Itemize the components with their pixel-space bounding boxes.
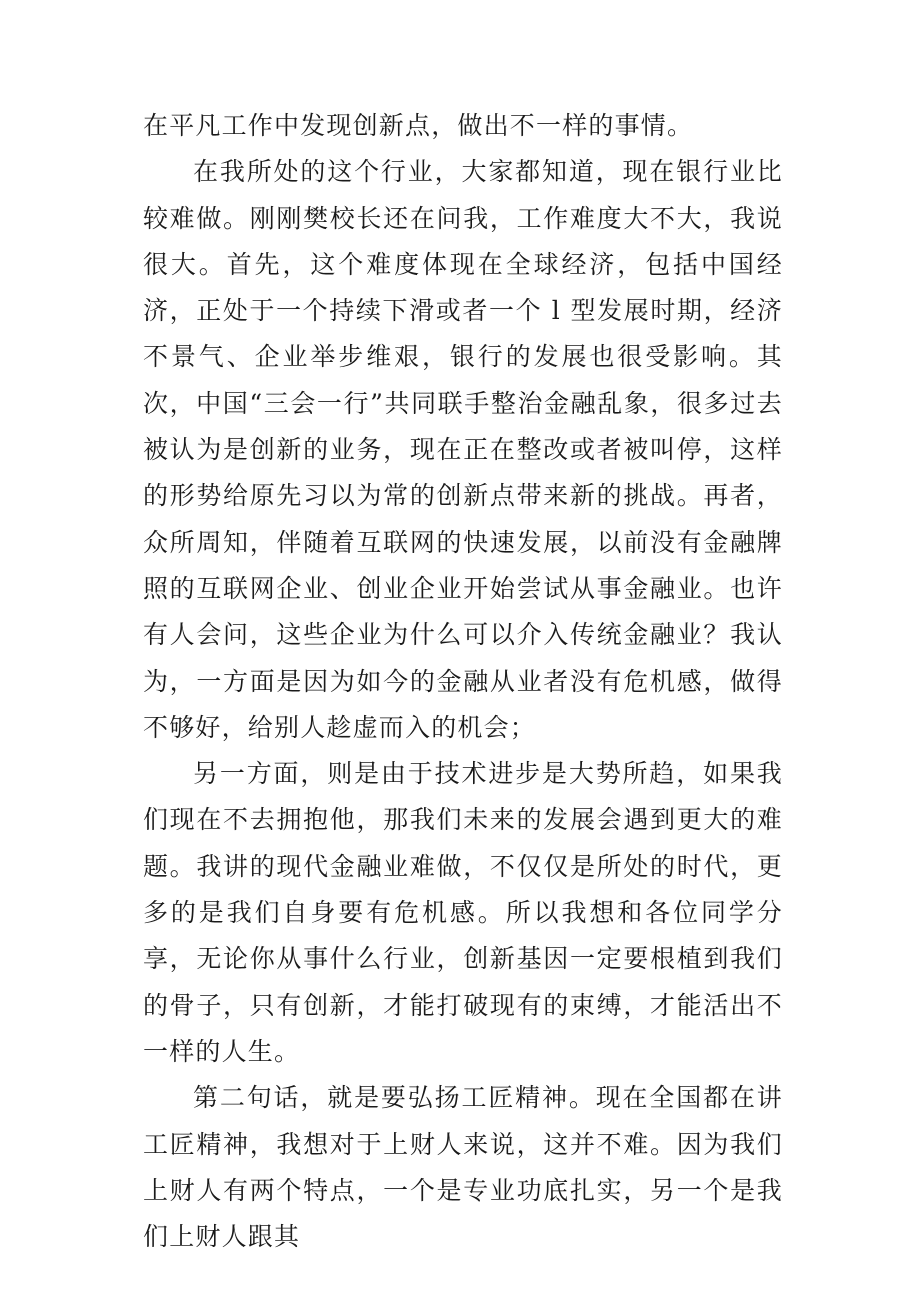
paragraph-3: 另一方面，则是由于技术进步是大势所趋，如果我们现在不去拥抱他，那我们未来的发展会遇到更大的难题。我讲的现代金融业难做，不仅仅是所处的时代，更多的是我们自身要有危机感。所以我想和各位同学分享，无论你从事什么行业，创新基因一定要根植到我们的骨子，只有创新，才能打破现有的束缚，才能活出不一样的人生。 xyxy=(143,759,783,1066)
paragraph-2: 在我所处的这个行业，大家都知道，现在银行业比较难做。刚刚樊校长还在问我，工作难度大不大，我说很大。首先，这个难度体现在全球经济，包括中国经济，正处于一个持续下滑或者一个 l 型发展时期，经济不景气、企业举步维艰，银行的发展也很受影响。其次，中国“三会一行”共同联手整治金融乱象，很多过去被认为是创新的业务，现在正在整改或者被叫停，这样的形势给原先习以为常的创新点带来新的挑战。再者，众所周知，伴随着互联网的快速发展，以前没有金融牌照的互联网企业、创业企业开始尝试从事金融业。也许有人会问，这些企业为什么可以介入传统金融业？我认为，一方面是因为如今的金融从业者没有危机感，做得不够好，给别人趁虚而入的机会； xyxy=(143,157,783,742)
paragraph-4: 第二句话，就是要弘扬工匠精神。现在全国都在讲工匠精神，我想对于上财人来说，这并不难。因为我们上财人有两个特点，一个是专业功底扎实，另一个是我们上财人跟其 xyxy=(143,1083,783,1252)
document-body xyxy=(143,103,783,1260)
paragraph-1: 在平凡工作中发现创新点，做出不一样的事情。 xyxy=(143,111,694,140)
